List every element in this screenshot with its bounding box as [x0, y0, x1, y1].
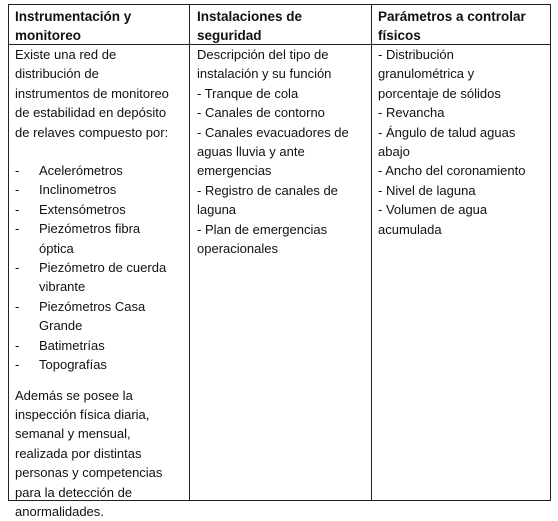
text-line: semanal y mensual, [15, 424, 187, 443]
text-line: laguna [197, 200, 369, 219]
text-line: de estabilidad en depósito [15, 103, 187, 122]
text-line: - Ancho del coronamiento [378, 161, 550, 180]
text-line: instalación y su función [197, 64, 369, 83]
text-line: emergencias [197, 161, 369, 180]
header-parametros [378, 7, 550, 45]
cell-instalaciones [197, 45, 369, 258]
list-item-text: Grande [39, 316, 187, 335]
text-line: - Canales evacuadores de [197, 123, 369, 142]
list-item [15, 297, 187, 336]
text-line: - Tranque de cola [197, 84, 369, 103]
text-line: - Plan de emergencias [197, 220, 369, 239]
header-line: monitoreo [15, 26, 185, 45]
list-item-text: Piezómetros Casa [39, 297, 187, 316]
header-line: seguridad [197, 26, 367, 45]
text-line: operacionales [197, 239, 369, 258]
list-item-text: Inclinometros [39, 180, 187, 199]
list-item [15, 258, 187, 297]
list-item-text: óptica [39, 239, 187, 258]
text-line: para la detección de [15, 483, 187, 502]
text-line: inspección física diaria, [15, 405, 187, 424]
parameters-table [8, 4, 551, 501]
text-line: - Revancha [378, 103, 550, 122]
list-item-text: vibrante [39, 277, 187, 296]
text-line: - Volumen de agua [378, 200, 550, 219]
bullet-dash: - [15, 336, 19, 355]
bullet-dash: - [15, 161, 19, 180]
text-line: aguas lluvia y ante [197, 142, 369, 161]
text-line: Descripción del tipo de [197, 45, 369, 64]
bullet-dash: - [15, 355, 19, 374]
text-line: distribución de [15, 64, 187, 83]
text-line: de relaves compuesto por: [15, 123, 187, 142]
instrument-list [15, 161, 187, 374]
intro-paragraph [15, 45, 187, 142]
list-item-text: Acelerómetros [39, 161, 187, 180]
text-line: realizada por distintas [15, 444, 187, 463]
bullet-dash: - [15, 258, 19, 277]
list-item-text: Piezómetro de cuerda [39, 258, 187, 277]
text-line: instrumentos de monitoreo [15, 84, 187, 103]
header-instalaciones [197, 7, 367, 45]
text-line: - Registro de canales de [197, 181, 369, 200]
list-item [15, 336, 187, 355]
bullet-dash: - [15, 219, 19, 238]
header-instrumentacion [15, 7, 185, 45]
text-line: personas y competencias [15, 463, 187, 482]
header-line: Instrumentación y [15, 7, 185, 26]
list-item-text: Piezómetros fibra [39, 219, 187, 238]
text-line: - Canales de contorno [197, 103, 369, 122]
text-line: porcentaje de sólidos [378, 84, 550, 103]
column-divider [371, 5, 372, 500]
list-item [15, 219, 187, 258]
list-item-text: Extensómetros [39, 200, 187, 219]
header-line: físicos [378, 26, 550, 45]
text-line: abajo [378, 142, 550, 161]
text-line: - Nivel de laguna [378, 181, 550, 200]
outro-paragraph [15, 386, 187, 521]
text-line: - Ángulo de talud aguas [378, 123, 550, 142]
list-item [15, 200, 187, 219]
bullet-dash: - [15, 180, 19, 199]
list-item-text: Topografías [39, 355, 187, 374]
text-line: - Distribución [378, 45, 550, 64]
text-line: acumulada [378, 220, 550, 239]
column-divider [189, 5, 190, 500]
list-item-text: Batimetrías [39, 336, 187, 355]
header-line: Instalaciones de [197, 7, 367, 26]
text-line: Además se posee la [15, 386, 187, 405]
text-line: anormalidades. [15, 502, 187, 521]
header-line: Parámetros a controlar [378, 7, 550, 26]
cell-instrumentacion [15, 45, 187, 521]
list-item [15, 161, 187, 180]
text-line: Existe una red de [15, 45, 187, 64]
text-line: granulométrica y [378, 64, 550, 83]
list-item [15, 180, 187, 199]
cell-parametros [378, 45, 550, 239]
bullet-dash: - [15, 200, 19, 219]
list-item [15, 355, 187, 374]
bullet-dash: - [15, 297, 19, 316]
